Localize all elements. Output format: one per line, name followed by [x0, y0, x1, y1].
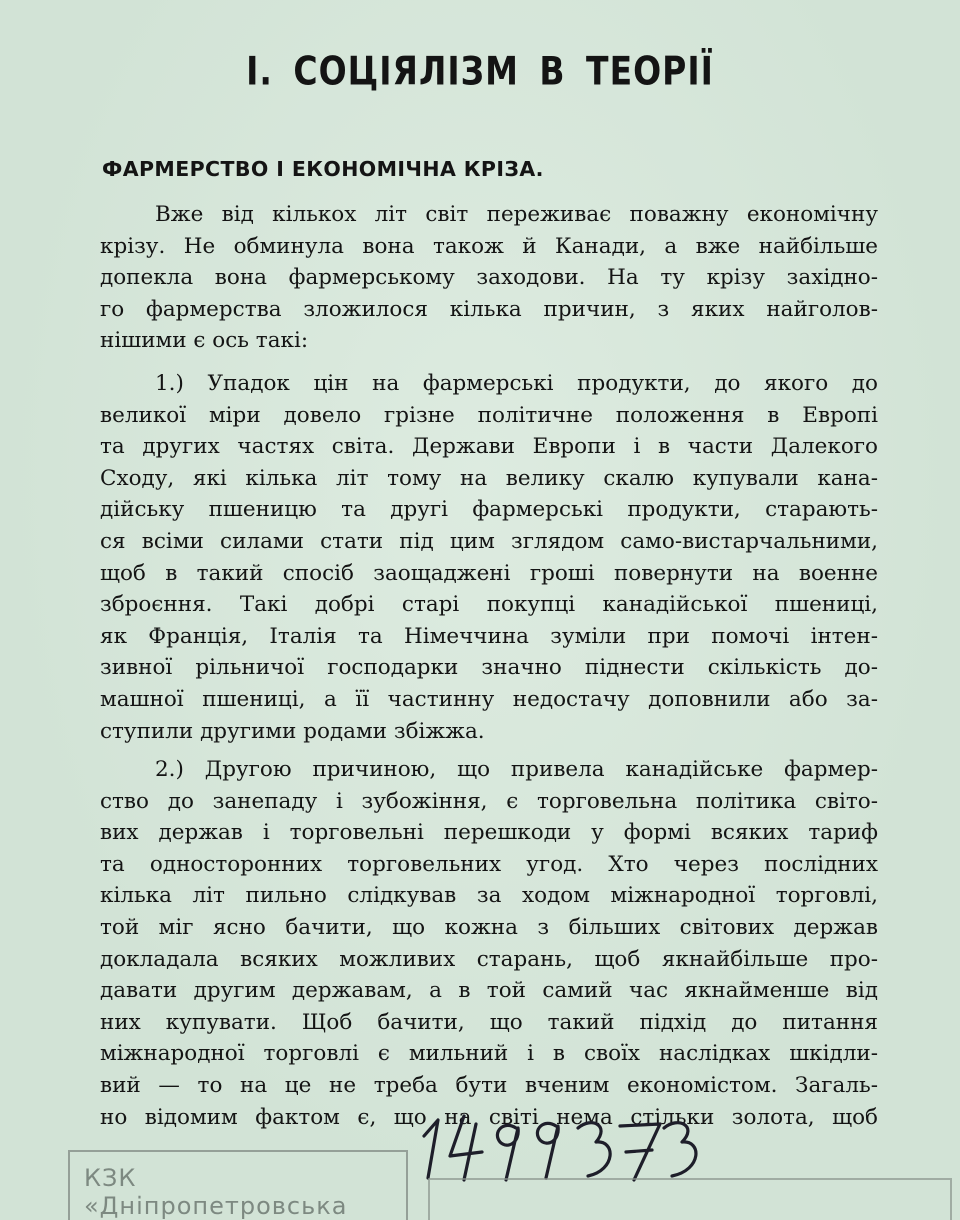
paragraph-line: ступили другими родами збіжжа.: [100, 718, 485, 744]
paragraph-line: машної пшениці, а її частинну недостачу доповнили або за-: [100, 686, 878, 712]
paragraph-line: докладала всяких можливих старань, щоб якнайбільше про-: [100, 946, 878, 972]
paragraph-line: 2.) Другою причиною, що привела канадійське фармер-: [155, 757, 878, 782]
paragraph-line: го фармерства зложилося кілька причин, з яких найголов-: [100, 296, 878, 322]
paragraph-line: та односторонних торговельних угод. Хто через послідних: [100, 851, 878, 877]
paragraph-line: як Франція, Італія та Німеччина зуміли при помочі інтен-: [100, 623, 878, 649]
paragraph-line: них купувати. Щоб бачити, що такий підхід до питання: [100, 1009, 878, 1035]
paragraph-line: давати другим державам, а в той самий час якнайменше від: [100, 978, 878, 1004]
paragraph-line: нішими є ось такі:: [100, 328, 309, 354]
paragraph-line: вих держав і торговельні перешкоди у формі всяких тариф: [100, 820, 878, 846]
paragraph-line: Сходу, які кілька літ тому на велику скалю купували кана-: [100, 465, 878, 491]
paragraph-line: ся всіми силами стати під цим зглядом само-вистарчальними,: [100, 528, 878, 554]
archive-stamp-frame: [428, 1178, 952, 1220]
paragraph-1: [100, 199, 878, 357]
paragraph-line: Вже від кількох літ світ переживає поважну економічну: [155, 202, 878, 227]
paragraph-line: зивної рільничої господарки значно піднести скількість до-: [100, 655, 878, 681]
archive-stamp: КЗК «Дніпропетровська: [68, 1150, 408, 1220]
paragraph-line: вий — то на це не треба бути вченим економістом. Загаль-: [100, 1072, 878, 1098]
paragraph-line: 1.) Упадок цін на фармерські продукти, до якого до: [155, 371, 878, 396]
paragraph-line: міжнародної торговлі є мильний і в своїх наслідках шкідли-: [100, 1041, 878, 1067]
paragraph-line: великої міри довело грізне політичне положення в Европі: [100, 402, 878, 428]
paragraph-line: зброєння. Такі добрі старі покупці канадійської пшениці,: [100, 592, 878, 618]
paragraph-line: ство до занепаду і зубожіння, є торговельна політика світо-: [100, 788, 878, 814]
chapter-title: І. СОЦІЯЛІЗМ В ТЕОРІЇ: [246, 48, 714, 95]
paragraph-line: та других частях світа. Держави Европи і в части Далекого: [100, 434, 878, 460]
paragraph-line: крізу. Не обминула вона також й Канади, а вже найбільше: [100, 233, 878, 259]
paragraph-line: той міг ясно бачити, що кожна з більших світових держав: [100, 914, 878, 940]
paragraph-line: кілька літ пильно слідкував за ходом міжнародної торговлі,: [100, 883, 878, 909]
paragraph-line: но відомим фактом є, що на світі нема стільки золота, щоб: [100, 1104, 878, 1130]
paragraph-line: допекла вона фармерському заходови. На ту крізу західно-: [100, 265, 878, 291]
paragraph-2: [100, 368, 878, 747]
paragraph-line: дійську пшеницю та другі фармерські продукти, старають-: [100, 497, 878, 523]
handwritten-inventory-number: [420, 1106, 720, 1182]
section-title: ФАРМЕРСТВО І ЕКОНОМІЧНА КРІЗА.: [102, 157, 544, 181]
paragraph-3: [100, 754, 878, 1133]
paragraph-line: щоб в такий спосіб заощаджені гроші повернути на военне: [100, 560, 878, 586]
